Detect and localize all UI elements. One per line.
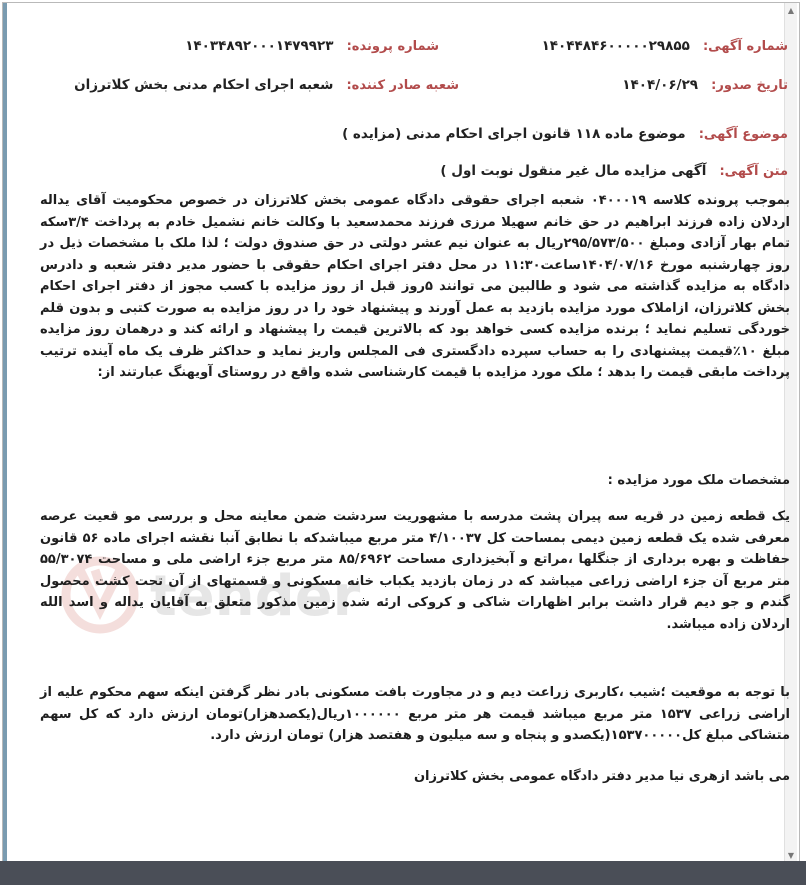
case-number-label: شماره پرونده: (346, 39, 439, 54)
notice-number-label: شماره آگهی: (702, 39, 788, 54)
subject-value: موضوع ماده ۱۱۸ قانون اجرای احکام مدنی (مزایده ) (342, 126, 686, 142)
issuer-value: شعبه اجرای احکام مدنی بخش کلاترزان (74, 77, 334, 93)
subject-label: موضوع آگهی: (698, 127, 788, 142)
notice-text-field (440, 160, 788, 179)
case-number-field (185, 35, 439, 54)
notice-text-label: متن آگهی: (719, 164, 788, 179)
watermark-text: tender (150, 564, 361, 629)
issuer-field (74, 74, 459, 93)
property-description-paragraph: یک قطعه زمین در قریه سه پیران پشت مدرسه با مشهوریت سردشت ضمن معاینه محل و بررسی مو قعیت عرصه معرفی شده یک قطعه زمین دیمی بمساحت کل ۴/۱۰۰۳۷ متر مربع میباشدکه با نطابق آنبا نقشه اجرای ماده ۵۶ قانون حفاظت و بهره برداری از جنگلها ،مراتع و آبخیزداری مساحت ۸۵/۶۹۶۲ متر مربع جزء اراضی ملی و مساحت ۵۵/۳۰۷۴ متر مربع آن جزء اراضی زراعی میباشد که در زمان بازدید یکباب خانه مسکونی و قسمتهای از آن تحت کشت محصول گندم و جو دیم قرار داشت برابر اظهارات شاکی و کروکی ارئه شده زمین مذکور متعلق به آقایان یداله و اسد الله اردلان زاده میباشد. (40, 509, 791, 632)
subject-field (342, 123, 788, 142)
notice-number-value: ۱۴۰۴۴۸۴۶۰۰۰۰۰۲۹۸۵۵ (541, 38, 690, 54)
bottom-taskbar (0, 861, 806, 885)
issue-date-value: ۱۴۰۴/۰۶/۲۹ (622, 77, 699, 93)
case-number-value: ۱۴۰۳۴۸۹۲۰۰۰۱۴۷۹۹۲۳ (185, 38, 334, 54)
issue-date-label: تاریخ صدور: (711, 78, 788, 93)
scroll-up-arrow-icon[interactable]: ▲ (787, 6, 795, 15)
auction-paragraph: بموجب پرونده کلاسه ۰۴۰۰۰۱۹ شعبه اجرای حقوقی دادگاه عمومی بخش کلاترزان در خصوص محکومیت آقای یداله اردلان زاده فرزند ابراهیم در حق خانم سهیلا مرزی فرزند محمدسعید با وکالت خانم نشمیل خادم به پرداخت ۳/۴سکه تمام بهار آزادی ومبلغ ۲۹۵/۵۷۳/۵۰۰ریال به عنوان نیم عشر دولتی در حق صندوق دولت ؛ لذا ملک با مشخصات ذیل در روز چهارشنبه مورخ ۱۴۰۴/۰۷/۱۶ساعت۱۱:۳۰ در محل دفتر اجرای احکام حقوقی با حضور مدیر دفتر شعبه و دادرس دادگاه به مزایده گذاشته می شود و طالبین می توانند ۵روز قبل از روز مزایده با کسب مجوز از دفتر اجرای احکام بخش کلاترزان، ازاملاک مورد مزایده بازدید به عمل آورند و پیشنهاد خود را در روز مزایده به صورت کتبی و بدون قلم خوردگی تسلیم نماید ؛ برنده مزایده کسی خواهد بود که بالاترین قیمت را پیشنهاد و ارائه کند و درهمان روز مزایده مبلغ ۱۰٪قیمت پیشنهادی را به حساب سپرده دادگستری فی المجلس واریز نماید و حداکثر ظرف یک ماه آینده ترتیب پرداخت مابقی قیمت را بدهد ؛ ملک مورد مزایده با قیمت کارشناسی شده واقع در روستای آویهنگ عبارتند از: (40, 193, 791, 380)
valuation-paragraph: با توجه به موقعیت ؛شیب ،کاربری زراعت دیم و در مجاورت بافت مسکونی بادر نظر گرفتن اینکه سهم محکوم علیه از اراضی زراعی ۱۵۳۷ متر مربع میباشد قیمت هر متر مربع ۱۰۰۰۰۰۰ریال(یکصدهزار)تومان ارزش دارد که کل سهم متشاکی مبلغ کل۱۵۳۷۰۰۰۰۰(یکصدو و پنجاه و سه میلیون و هفتصد هزار) تومان ارزش دارد. (40, 685, 790, 743)
property-specs-heading: مشخصات ملک مورد مزایده : (607, 473, 790, 488)
scroll-down-arrow-icon[interactable]: ▼ (787, 851, 795, 860)
notice-text-value: آگهی مزایده مال غیر منقول نوبت اول ) (440, 163, 707, 179)
issue-date-field (622, 74, 788, 93)
signature-line: می باشد ازهری نیا مدیر دفتر دادگاه عمومی بخش کلاترزان (413, 769, 790, 784)
issuer-label: شعبه صادر کننده: (346, 78, 459, 93)
notice-number-field (542, 35, 788, 54)
left-accent-strip (3, 3, 7, 864)
